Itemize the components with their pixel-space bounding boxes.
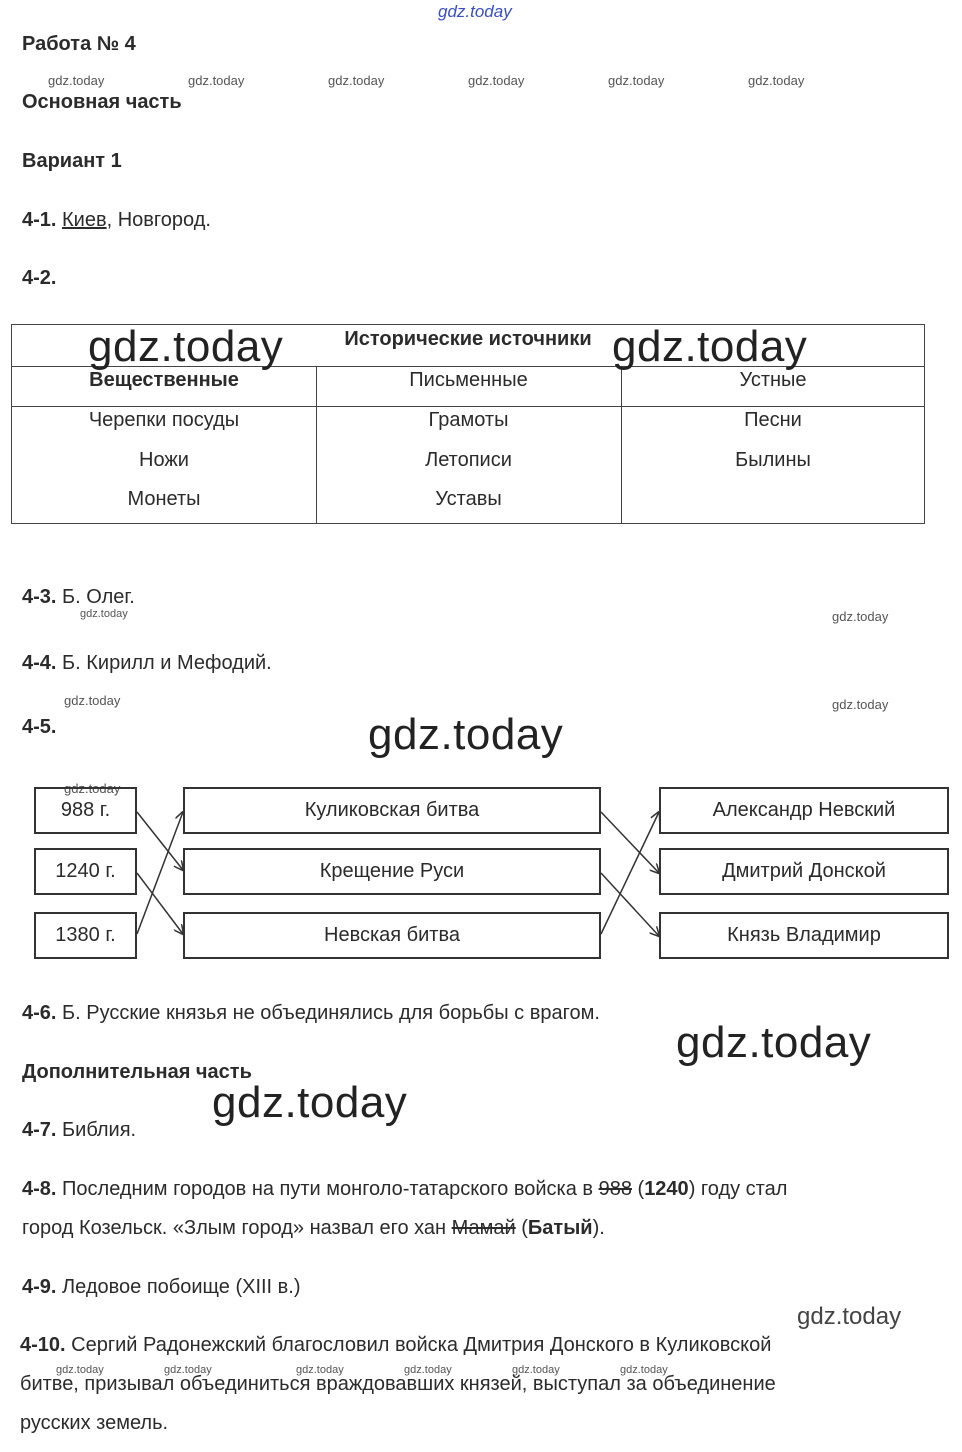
question-number: 4-1.: [22, 209, 57, 231]
watermark-small: gdz.today: [328, 73, 385, 88]
corrected-value: Батый: [527, 1217, 593, 1239]
table-cell: Уставы: [435, 488, 502, 510]
question-number: 4-8.: [22, 1178, 57, 1200]
year-box: 1240 г.: [34, 848, 137, 895]
question-number: 4-10.: [20, 1334, 66, 1356]
page-title: Работа № 4: [22, 33, 136, 55]
arrow-kulikovo-to-donskoy: [601, 812, 659, 873]
table-cell: Былины: [735, 449, 811, 471]
table-header: Исторические источники: [344, 328, 592, 350]
watermark-small: gdz.today: [512, 1364, 560, 1376]
event-box: Куликовская битва: [183, 787, 601, 834]
watermark-small: gdz.today: [80, 608, 128, 620]
event-box: Невская битва: [183, 912, 601, 959]
answer-text: (: [631, 1178, 645, 1200]
struck-out-value: Мамай: [451, 1217, 516, 1239]
answer-4-6: [22, 1002, 600, 1025]
answer-text: Б. Олег.: [56, 586, 135, 608]
arrow-baptism-to-vladimir: [601, 873, 659, 936]
answer-text: Ледовое побоище (XIII в.): [56, 1276, 301, 1298]
arrow-988-to-baptism: [137, 812, 183, 870]
watermark-small: gdz.today: [56, 1364, 104, 1376]
column-header-material: Вещественные: [89, 369, 239, 391]
answer-4-8-line1: [22, 1178, 787, 1201]
answer-text: Б. Русские князья не объединялись для борьбы с врагом.: [56, 1002, 600, 1024]
watermark-small: gdz.today: [832, 697, 889, 712]
question-number: 4-7.: [22, 1119, 57, 1141]
question-number: 4-9.: [22, 1276, 57, 1298]
question-number: 4-3.: [22, 586, 57, 608]
watermark-small: gdz.today: [404, 1364, 452, 1376]
question-number: 4-5.: [22, 716, 57, 738]
person-box: Александр Невский: [659, 787, 949, 834]
watermark-large: gdz.today: [212, 1078, 408, 1127]
question-number: 4-4.: [22, 652, 57, 674]
question-number: 4-6.: [22, 1002, 57, 1024]
year-box: 1380 г.: [34, 912, 137, 959]
answer-text: Сергий Радонежский благословил войска Дмитрия Донского в Куликовской: [65, 1334, 772, 1356]
answer-text: город Козельск. «Злым город» назвал его хан: [22, 1217, 452, 1239]
watermark-large: gdz.today: [612, 322, 808, 371]
answer-4-10-line2: битве, призывал объединиться враждовавших князей, выступал за объединение: [20, 1373, 776, 1395]
watermark-small: gdz.today: [832, 609, 889, 624]
underlined-answer: Киев: [62, 209, 107, 231]
table-cell: Грамоты: [428, 409, 509, 431]
person-box: Дмитрий Донской: [659, 848, 949, 895]
arrow-neva-to-nevsky: [601, 812, 659, 934]
event-box: Крещение Руси: [183, 848, 601, 895]
watermark-small: gdz.today: [468, 73, 525, 88]
answer-4-10-line1: [20, 1334, 771, 1357]
answer-text: Последним городов на пути монголо-татарского войска в: [56, 1178, 599, 1200]
answer-text: Б. Кирилл и Мефодий.: [56, 652, 272, 674]
watermark-small: gdz.today: [188, 73, 245, 88]
answer-4-8-line2: [22, 1217, 605, 1240]
column-header-written: Письменные: [409, 369, 528, 391]
variant-heading: Вариант 1: [22, 150, 122, 172]
answer-4-7: [22, 1119, 136, 1142]
answer-text: ) году стал: [688, 1178, 788, 1200]
question-number: 4-2.: [22, 267, 57, 289]
section-main-heading: Основная часть: [22, 91, 182, 113]
year-box: 988 г.: [34, 787, 137, 834]
table-cell: Песни: [744, 409, 802, 431]
corrected-value: 1240: [644, 1178, 689, 1200]
answer-text: Библия.: [56, 1119, 137, 1141]
watermark-large: gdz.today: [368, 710, 564, 759]
watermark-small: gdz.today: [608, 73, 665, 88]
answer-4-10-line3: русских земель.: [20, 1412, 169, 1434]
answer-text: (: [515, 1217, 528, 1239]
person-box: Князь Владимир: [659, 912, 949, 959]
watermark-small: gdz.today: [64, 693, 121, 708]
column-header-oral: Устные: [739, 369, 807, 391]
watermark-small: gdz.today: [620, 1364, 668, 1376]
arrow-1380-to-kulikovo: [137, 812, 183, 934]
answer-text: , Новгород.: [106, 209, 211, 231]
watermark-large: gdz.today: [88, 322, 284, 371]
watermark-small: gdz.today: [164, 1364, 212, 1376]
answer-4-9: [22, 1276, 301, 1299]
arrow-1240-to-neva: [137, 873, 183, 934]
watermark-small: gdz.today: [48, 73, 105, 88]
watermark-small: gdz.today: [64, 781, 121, 796]
table-cell: Черепки посуды: [88, 409, 240, 431]
watermark-medium: gdz.today: [797, 1303, 902, 1330]
struck-out-value: 988: [598, 1178, 632, 1200]
table-cell: Монеты: [127, 488, 201, 510]
watermark-small: gdz.today: [296, 1364, 344, 1376]
answer-text: ).: [592, 1217, 605, 1239]
watermark-top: gdz.today: [438, 2, 512, 21]
section-extra-heading: Дополнительная часть: [22, 1061, 252, 1083]
watermark-large: gdz.today: [676, 1018, 872, 1067]
watermark-small: gdz.today: [748, 73, 805, 88]
table-cell: Летописи: [425, 449, 512, 471]
table-cell: Ножи: [139, 449, 189, 471]
